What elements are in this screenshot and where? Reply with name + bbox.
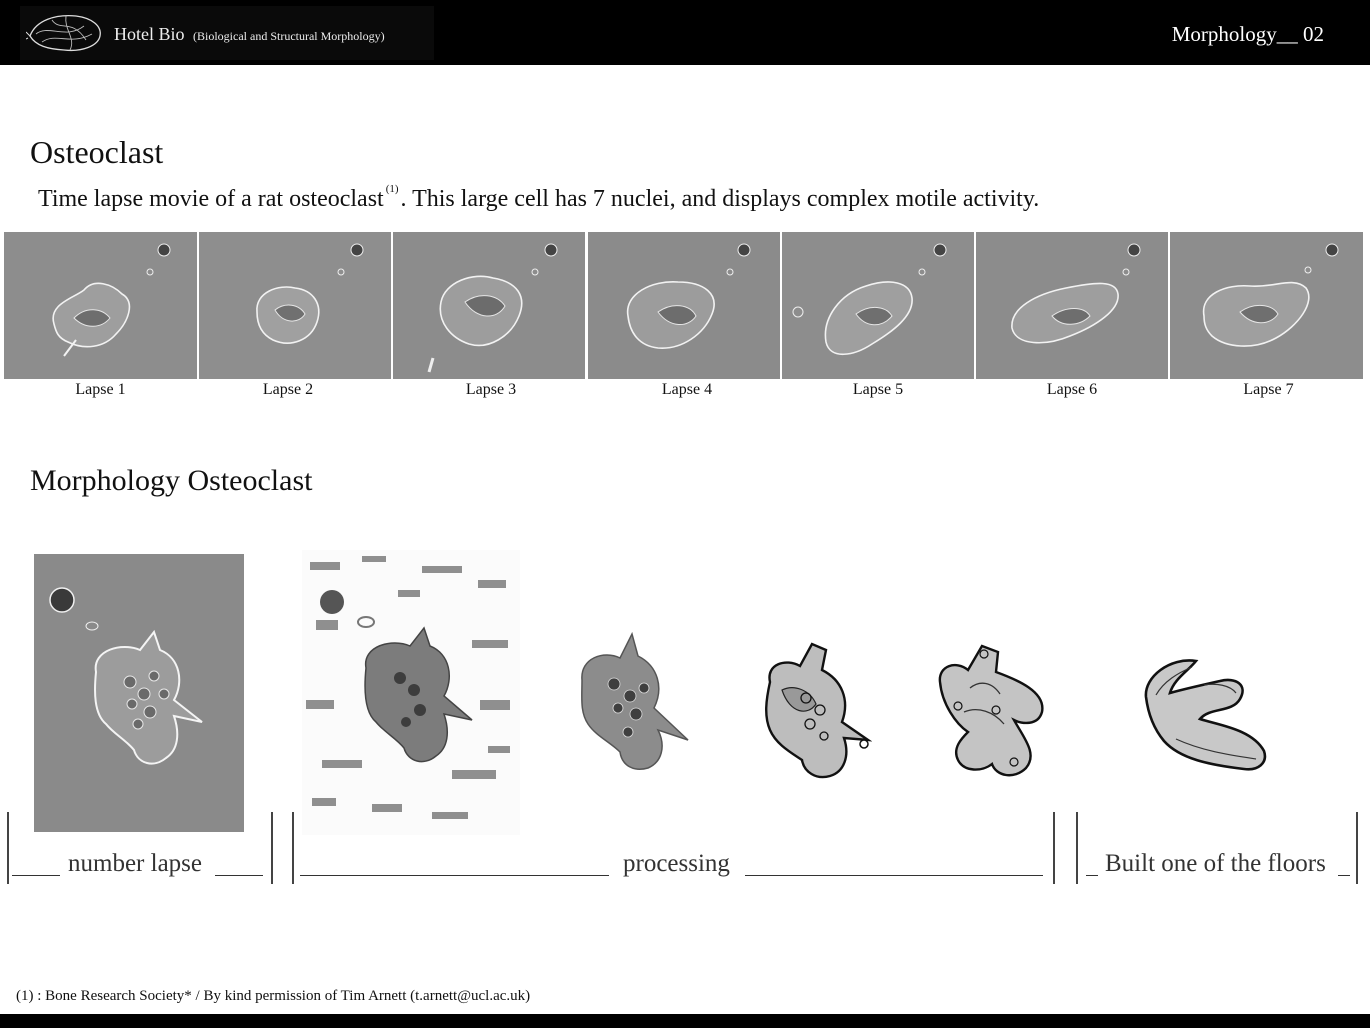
bracket-line: [1356, 812, 1358, 884]
contour-cell-icon: [760, 640, 872, 780]
contour-drawing[interactable]: [760, 640, 872, 780]
bracket-dash: [12, 875, 60, 876]
bracket-line: [1076, 812, 1078, 884]
bracket-dash: [1086, 875, 1098, 876]
osteoclast-micrograph-icon: [393, 232, 585, 379]
isolated-cell-image[interactable]: [574, 628, 696, 773]
osteoclast-micrograph-icon: [4, 232, 197, 379]
lapse-frame-4[interactable]: [588, 232, 780, 379]
raw-lapse-image[interactable]: [34, 554, 244, 832]
header-bar: [0, 0, 1370, 65]
floor-plan-shape[interactable]: [1140, 655, 1268, 773]
section-title-osteoclast: Osteoclast: [30, 134, 164, 170]
osteoclast-micrograph-icon: [782, 232, 974, 379]
intro-text-start: Time lapse movie of a rat osteoclast: [38, 186, 384, 212]
osteoclast-micrograph-icon: [34, 554, 244, 832]
brain-logo-icon: [26, 10, 106, 56]
label-number-lapse: number lapse: [68, 850, 202, 877]
app-name: Hotel Bio: [114, 24, 185, 44]
footer-bar: [0, 1014, 1370, 1028]
lapse-caption-4: Lapse 4: [661, 381, 713, 398]
osteoclast-micrograph-icon: [588, 232, 780, 379]
bracket-dash: [745, 875, 1043, 876]
bracket-dash: [1338, 875, 1350, 876]
simplified-cell-icon: [934, 642, 1048, 780]
lapse-caption-6: Lapse 6: [1046, 381, 1098, 398]
lapse-caption-2: Lapse 2: [262, 381, 314, 398]
app-subtitle: (Biological and Structural Morphology): [193, 29, 385, 43]
threshold-micrograph-icon: [302, 550, 520, 835]
footnote-text: (1) : Bone Research Society* / By kind permission of Tim Arnett (t.arnett@ucl.ac.uk): [16, 988, 531, 1004]
lapse-caption-1: Lapse 1: [75, 381, 126, 398]
label-processing: processing: [623, 850, 730, 877]
floor-shape-icon: [1140, 655, 1268, 773]
lapse-caption-3: Lapse 3: [465, 381, 517, 398]
threshold-image[interactable]: [302, 550, 520, 835]
lapse-frame-6[interactable]: [976, 232, 1168, 379]
bracket-line: [271, 812, 273, 884]
brand-title: [114, 24, 385, 45]
lapse-frame-5[interactable]: [782, 232, 974, 379]
bracket-line: [292, 812, 294, 884]
isolated-cell-icon: [574, 628, 696, 773]
lapse-caption-7: Lapse 7: [1243, 381, 1294, 398]
lapse-frame-2[interactable]: [199, 232, 391, 379]
osteoclast-micrograph-icon: [1170, 232, 1363, 379]
simplified-contour[interactable]: [934, 642, 1048, 780]
page-label: Morphology__ 02: [1171, 22, 1324, 46]
bracket-dash: [215, 875, 263, 876]
footnote-reference[interactable]: (1): [385, 183, 399, 195]
intro-text-end: . This large cell has 7 nuclei, and displays complex motile activity.: [400, 186, 1040, 212]
label-built-floor: Built one of the floors: [1105, 850, 1326, 877]
lapse-frame-7[interactable]: [1170, 232, 1363, 379]
intro-text: [38, 183, 1039, 213]
bracket-line: [1053, 812, 1055, 884]
brand-block[interactable]: [20, 6, 434, 60]
osteoclast-micrograph-icon: [976, 232, 1168, 379]
section-title-morphology: Morphology Osteoclast: [30, 464, 313, 497]
osteoclast-micrograph-icon: [199, 232, 391, 379]
bracket-line: [7, 812, 9, 884]
bracket-dash: [300, 875, 609, 876]
lapse-frame-1[interactable]: [4, 232, 197, 379]
lapse-caption-5: Lapse 5: [852, 381, 904, 398]
lapse-frame-3[interactable]: [393, 232, 585, 379]
